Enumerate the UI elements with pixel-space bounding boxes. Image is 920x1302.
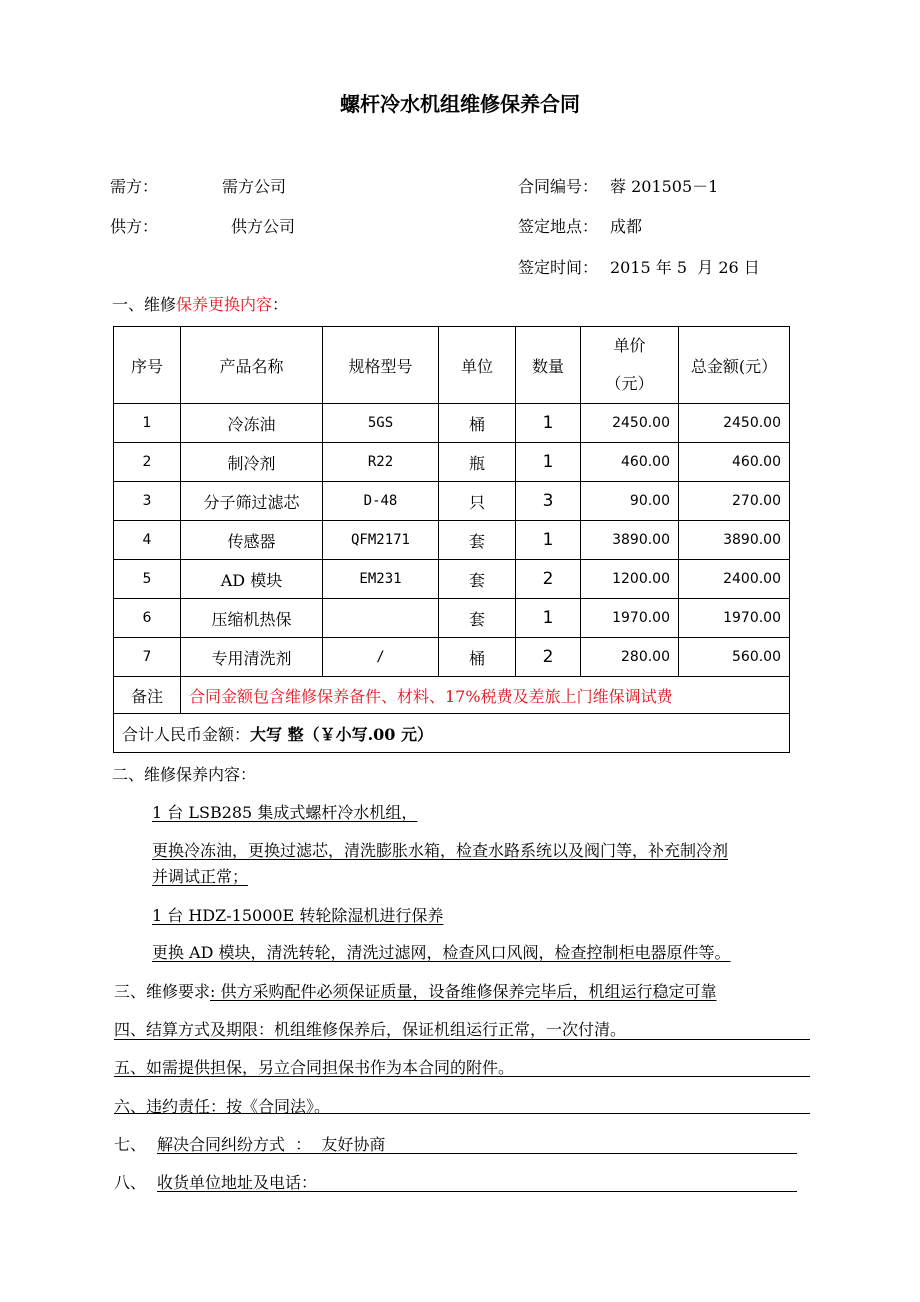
row-unit: 只 [439, 482, 516, 521]
clause-4-underline [114, 1039, 810, 1040]
table-row [114, 404, 790, 443]
clause-5-underline [114, 1076, 810, 1077]
header-qty: 数量 [516, 327, 581, 404]
row-unit: 桶 [439, 404, 516, 443]
document-title: 螺杆冷水机组维修保养合同 [340, 92, 580, 116]
header-name: 产品名称 [181, 327, 323, 404]
row-qty: 1 [516, 599, 581, 638]
buyer-label: 需方： [110, 177, 159, 196]
row-price: 90.00 [581, 482, 679, 521]
sum-row [114, 714, 790, 753]
row-price: 460.00 [581, 443, 679, 482]
supplier-label: 供方： [110, 217, 159, 236]
section2-heading: 二、维修保养内容： [112, 765, 257, 784]
row-price: 1200.00 [581, 560, 679, 599]
row-spec [323, 599, 439, 638]
row-unit: 瓶 [439, 443, 516, 482]
header-unit: 单位 [439, 327, 516, 404]
row-price: 1970.00 [581, 599, 679, 638]
clause-3-text: : 供方采购配件必须保证质量，设备维修保养完毕后，机组运行稳定可靠 [210, 982, 717, 1001]
row-name: 专用清洗剂 [181, 638, 323, 677]
place-label: 签定地点： [518, 217, 599, 236]
row-name: AD 模块 [181, 560, 323, 599]
row-qty: 2 [516, 638, 581, 677]
row-price: 3890.00 [581, 521, 679, 560]
supplier-value: 供方公司 [231, 217, 296, 236]
section2-item2: 1 台 HDZ-15000E 转轮除湿机进行保养 [152, 906, 444, 925]
clause-7-text: 解决合同纠纷方式 ： 友好协商 [157, 1135, 386, 1154]
date-label: 签定时间： [518, 258, 599, 277]
row-spec: D-48 [323, 482, 439, 521]
clause-5: 五、如需提供担保，另立合同担保书作为本合同的附件。 [114, 1058, 515, 1077]
row-no: 5 [114, 560, 181, 599]
clause-7-label: 七、 [114, 1135, 147, 1154]
row-no: 7 [114, 638, 181, 677]
remark-row [114, 677, 790, 714]
header-no: 序号 [114, 327, 181, 404]
table-header-row [114, 327, 790, 404]
clause-6-underline [114, 1113, 810, 1114]
row-no: 4 [114, 521, 181, 560]
row-total: 2400.00 [679, 560, 790, 599]
row-price: 280.00 [581, 638, 679, 677]
header-total: 总金额(元） [679, 327, 790, 404]
section2-item1: 1 台 LSB285 集成式螺杆冷水机组， [152, 803, 418, 822]
section2-item1-desc-line1: 更换冷冻油，更换过滤芯，清洗膨胀水箱，检查水路系统以及阀门等，补充制冷剂 [152, 841, 729, 860]
place-value: 成都 [610, 217, 643, 236]
row-qty: 1 [516, 521, 581, 560]
row-no: 1 [114, 404, 181, 443]
table-row [114, 638, 790, 677]
row-qty: 1 [516, 443, 581, 482]
row-name: 制冷剂 [181, 443, 323, 482]
row-name: 分子筛过滤芯 [181, 482, 323, 521]
header-price-line1: 单价 [613, 336, 646, 355]
clause-7-underline [157, 1153, 797, 1154]
header-spec: 规格型号 [323, 327, 439, 404]
section1-heading [112, 292, 288, 315]
row-total: 1970.00 [679, 599, 790, 638]
row-total: 560.00 [679, 638, 790, 677]
row-unit: 套 [439, 560, 516, 599]
row-spec: R22 [323, 443, 439, 482]
row-unit: 套 [439, 599, 516, 638]
section2-item2-desc: 更换 AD 模块，清洗转轮，清洗过滤网，检查风口风阀，检查控制柜电器原件等。 [152, 943, 731, 962]
row-spec: QFM2171 [323, 521, 439, 560]
sum-label: 合计人民币金额： [122, 724, 251, 744]
header-price-line2: （元） [605, 374, 654, 393]
contract-no-label: 合同编号： [518, 177, 599, 196]
row-no: 3 [114, 482, 181, 521]
row-no: 6 [114, 599, 181, 638]
row-name: 冷冻油 [181, 404, 323, 443]
row-spec: 5GS [323, 404, 439, 443]
clause-8-label: 八、 [114, 1173, 147, 1192]
table-row [114, 521, 790, 560]
row-price: 2450.00 [581, 404, 679, 443]
clause-8-underline [157, 1191, 797, 1192]
clause-4: 四、结算方式及期限：机组维修保养后，保证机组运行正常，一次付清。 [114, 1020, 627, 1039]
remark-text: 合同金额包含维修保养备件、材料、17%税费及差旅上门维保调试费 [181, 677, 790, 714]
row-total: 2450.00 [679, 404, 790, 443]
remark-label: 备注 [114, 677, 181, 714]
row-total: 270.00 [679, 482, 790, 521]
row-qty: 3 [516, 482, 581, 521]
row-no: 2 [114, 443, 181, 482]
header-price [581, 327, 679, 404]
clause-8-text: 收货单位地址及电话： [157, 1173, 318, 1192]
date-value: 2015 年 5 月 26 日 [610, 258, 760, 277]
table-row [114, 482, 790, 521]
sum-value: 大写 整（￥小写.00 元） [250, 724, 433, 744]
items-table [113, 326, 790, 753]
section1-suffix: ： [272, 295, 289, 314]
section2-item1-desc-line2: 并调试正常； [152, 867, 249, 886]
row-name: 压缩机热保 [181, 599, 323, 638]
row-total: 3890.00 [679, 521, 790, 560]
row-qty: 2 [516, 560, 581, 599]
clause-3 [114, 979, 717, 1002]
row-qty: 1 [516, 404, 581, 443]
table-row [114, 560, 790, 599]
contract-no-value: 蓉 201505－1 [610, 177, 719, 196]
row-total: 460.00 [679, 443, 790, 482]
section1-prefix: 一、维修 [112, 295, 177, 314]
table-row [114, 443, 790, 482]
clause-3-label: 三、维修要求 [114, 982, 211, 1001]
table-row [114, 599, 790, 638]
sum-cell [114, 714, 790, 753]
clause-6: 六、违约责任：按《合同法》。 [114, 1097, 331, 1116]
row-spec: EM231 [323, 560, 439, 599]
section1-highlight: 保养更换内容 [176, 295, 273, 314]
row-unit: 套 [439, 521, 516, 560]
row-unit: 桶 [439, 638, 516, 677]
row-name: 传感器 [181, 521, 323, 560]
buyer-value: 需方公司 [222, 177, 287, 196]
row-spec: / [323, 638, 439, 677]
